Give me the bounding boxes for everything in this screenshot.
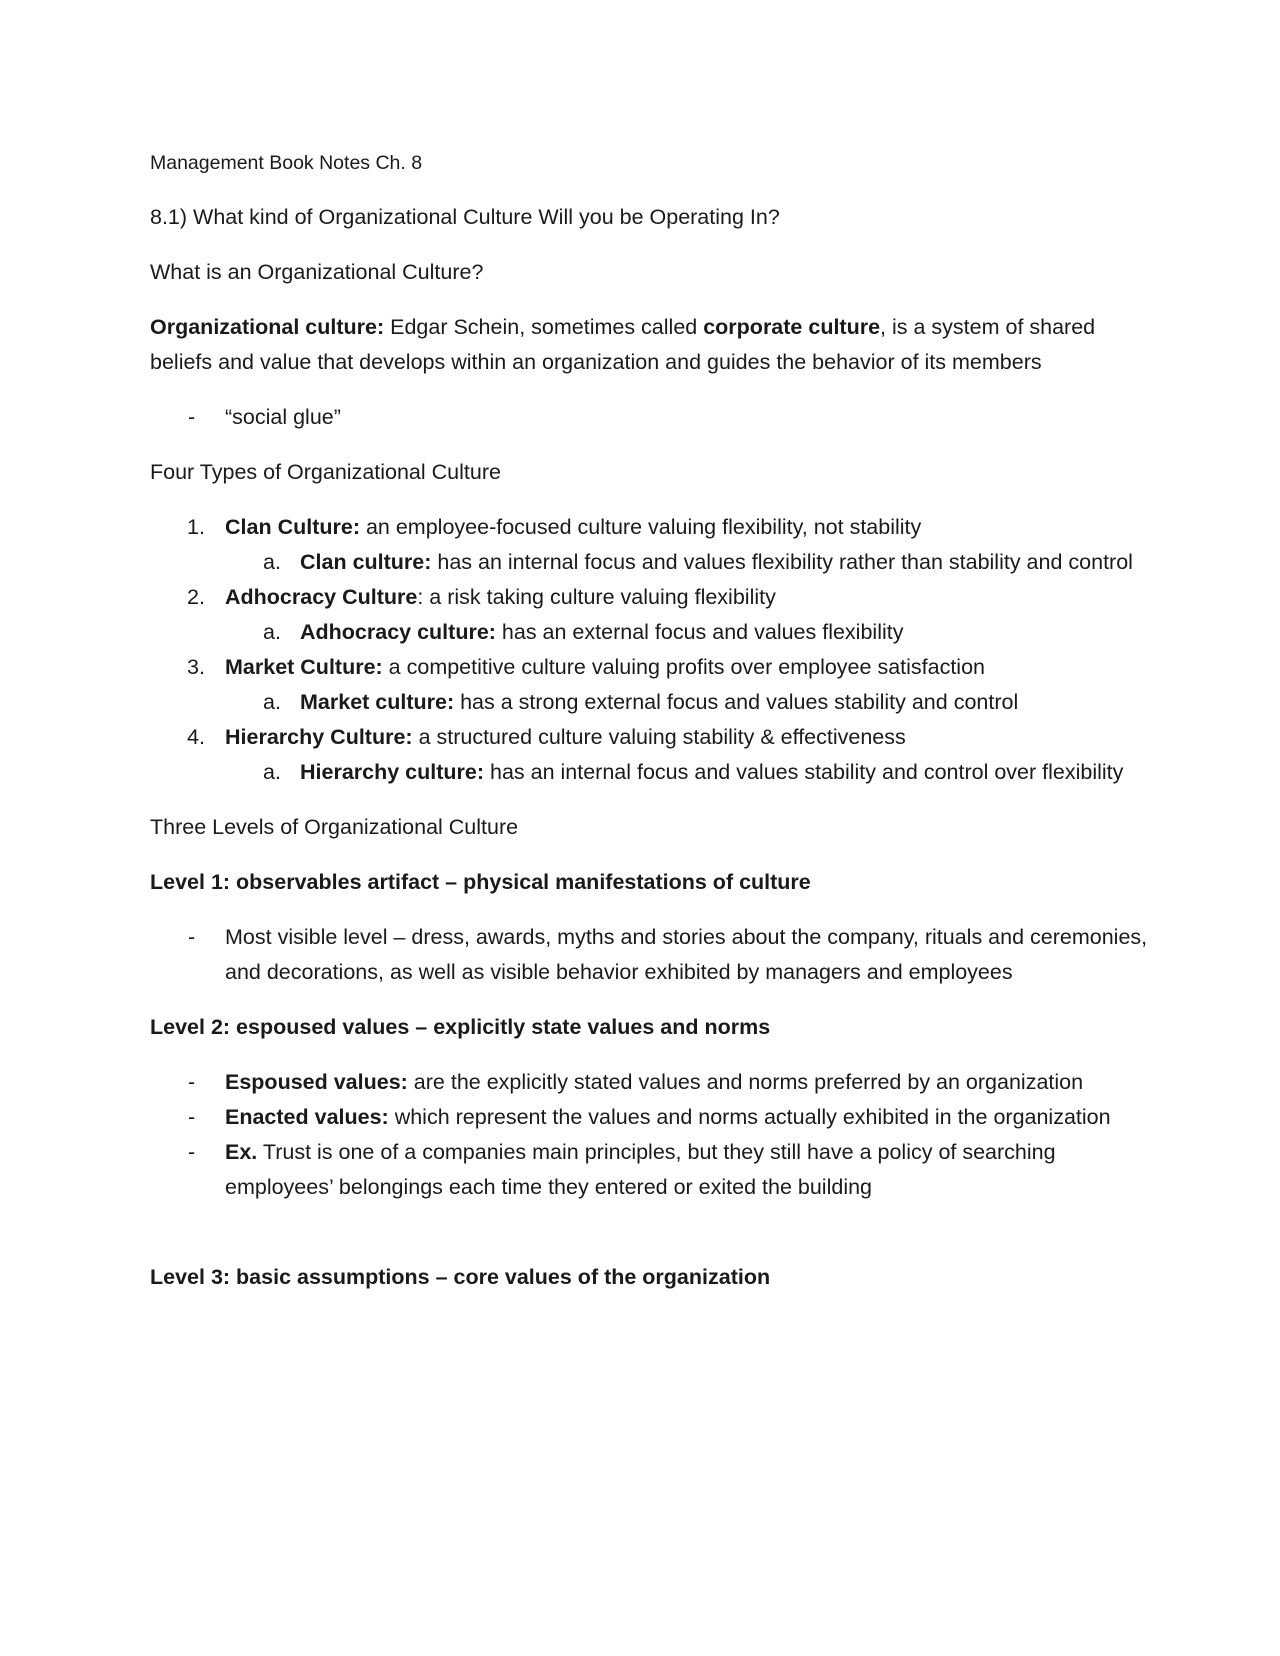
bullet-text: Trust is one of a companies main principles, but they still have a policy of searching employees’ belongings each time they entered or exited the building: [225, 1140, 1056, 1199]
bullet-term: Espoused values:: [225, 1070, 408, 1094]
subheading-what-is: What is an Organizational Culture?: [150, 260, 484, 284]
sub-text: has an internal focus and values flexibility rather than stability and control: [431, 550, 1133, 574]
type-term: Clan Culture:: [225, 515, 360, 539]
level-2-heading-text: Level 2: espoused values – explicitly state values and norms: [150, 1015, 771, 1039]
sub-term: Market culture:: [300, 690, 455, 714]
social-glue-bullet: [150, 400, 1150, 435]
list-item: [150, 650, 1150, 685]
sub-list-marker: a.: [263, 620, 281, 644]
level-1-heading-text: Level 1: observables artifact – physical manifestations of culture: [150, 870, 811, 894]
type-text: an employee-focused culture valuing flexibility, not stability: [359, 515, 922, 539]
list-item: [150, 580, 1150, 615]
bullet-term: Enacted values:: [225, 1105, 389, 1129]
level-3-heading: [150, 1260, 1150, 1295]
bullet-marker: -: [188, 1070, 196, 1094]
level-3-heading-text: Level 3: basic assumptions – core values of the organization: [150, 1265, 771, 1289]
bullet-text: which represent the values and norms actually exhibited in the organization: [388, 1105, 1111, 1129]
definition-text-a: Edgar Schein, sometimes called: [384, 315, 704, 339]
level-1-bullet: [150, 920, 1150, 990]
bullet-marker: -: [188, 925, 196, 949]
section-heading: 8.1) What kind of Organizational Culture Will you be Operating In?: [150, 205, 780, 229]
sub-list-item: [150, 615, 1150, 650]
subheading-three-levels: Three Levels of Organizational Culture: [150, 815, 519, 839]
sub-list-marker: a.: [263, 550, 281, 574]
bullet-marker: -: [188, 1140, 196, 1164]
definition-text-b: , is a system of shared beliefs and value that develops within an organization and guides the behavior of its members: [150, 315, 1096, 374]
type-term: Hierarchy Culture:: [225, 725, 413, 749]
subheading-four-types: Four Types of Organizational Culture: [150, 460, 501, 484]
sub-term: Adhocracy culture:: [300, 620, 496, 644]
bullet-marker: -: [188, 405, 196, 429]
sub-list-marker: a.: [263, 690, 281, 714]
type-text: : a risk taking culture valuing flexibility: [417, 585, 776, 609]
list-item: [150, 510, 1150, 545]
culture-types-list: [150, 510, 1150, 790]
level-2-bullet: [150, 1100, 1150, 1135]
sub-list-item: [150, 685, 1150, 720]
level-1-heading: [150, 865, 1150, 900]
list-item: [150, 720, 1150, 755]
type-text: a structured culture valuing stability & effectiveness: [412, 725, 906, 749]
definition-term: Organizational culture:: [150, 315, 385, 339]
definition-term2: corporate culture: [703, 315, 881, 339]
list-number: 1.: [187, 515, 205, 539]
sub-list-item: [150, 545, 1150, 580]
document-page: [150, 146, 1150, 1315]
sub-list-marker: a.: [263, 760, 281, 784]
sub-term: Clan culture:: [300, 550, 432, 574]
list-number: 3.: [187, 655, 205, 679]
bullet-marker: -: [188, 1105, 196, 1129]
bullet-text: are the explicitly stated values and norms preferred by an organization: [407, 1070, 1084, 1094]
type-term: Market Culture:: [225, 655, 383, 679]
list-number: 2.: [187, 585, 205, 609]
definition-paragraph: [150, 310, 1150, 380]
sub-list-item: [150, 755, 1150, 790]
type-text: a competitive culture valuing profits over employee satisfaction: [382, 655, 985, 679]
sub-text: has a strong external focus and values stability and control: [454, 690, 1019, 714]
list-number: 4.: [187, 725, 205, 749]
document-title: Management Book Notes Ch. 8: [150, 152, 423, 174]
bullet-term: Ex.: [225, 1140, 258, 1164]
type-term: Adhocracy Culture: [225, 585, 418, 609]
level-2-bullet: [150, 1065, 1150, 1100]
sub-text: has an internal focus and values stability and control over flexibility: [484, 760, 1124, 784]
level-2-bullet: [150, 1135, 1150, 1205]
social-glue-text: “social glue”: [225, 405, 341, 429]
sub-term: Hierarchy culture:: [300, 760, 485, 784]
level-2-heading: [150, 1010, 1150, 1045]
sub-text: has an external focus and values flexibility: [495, 620, 904, 644]
level-1-bullet-text: Most visible level – dress, awards, myths and stories about the company, rituals and ceremonies, and decorations, as well as visible behavior exhibited by managers and employees: [225, 925, 1148, 984]
